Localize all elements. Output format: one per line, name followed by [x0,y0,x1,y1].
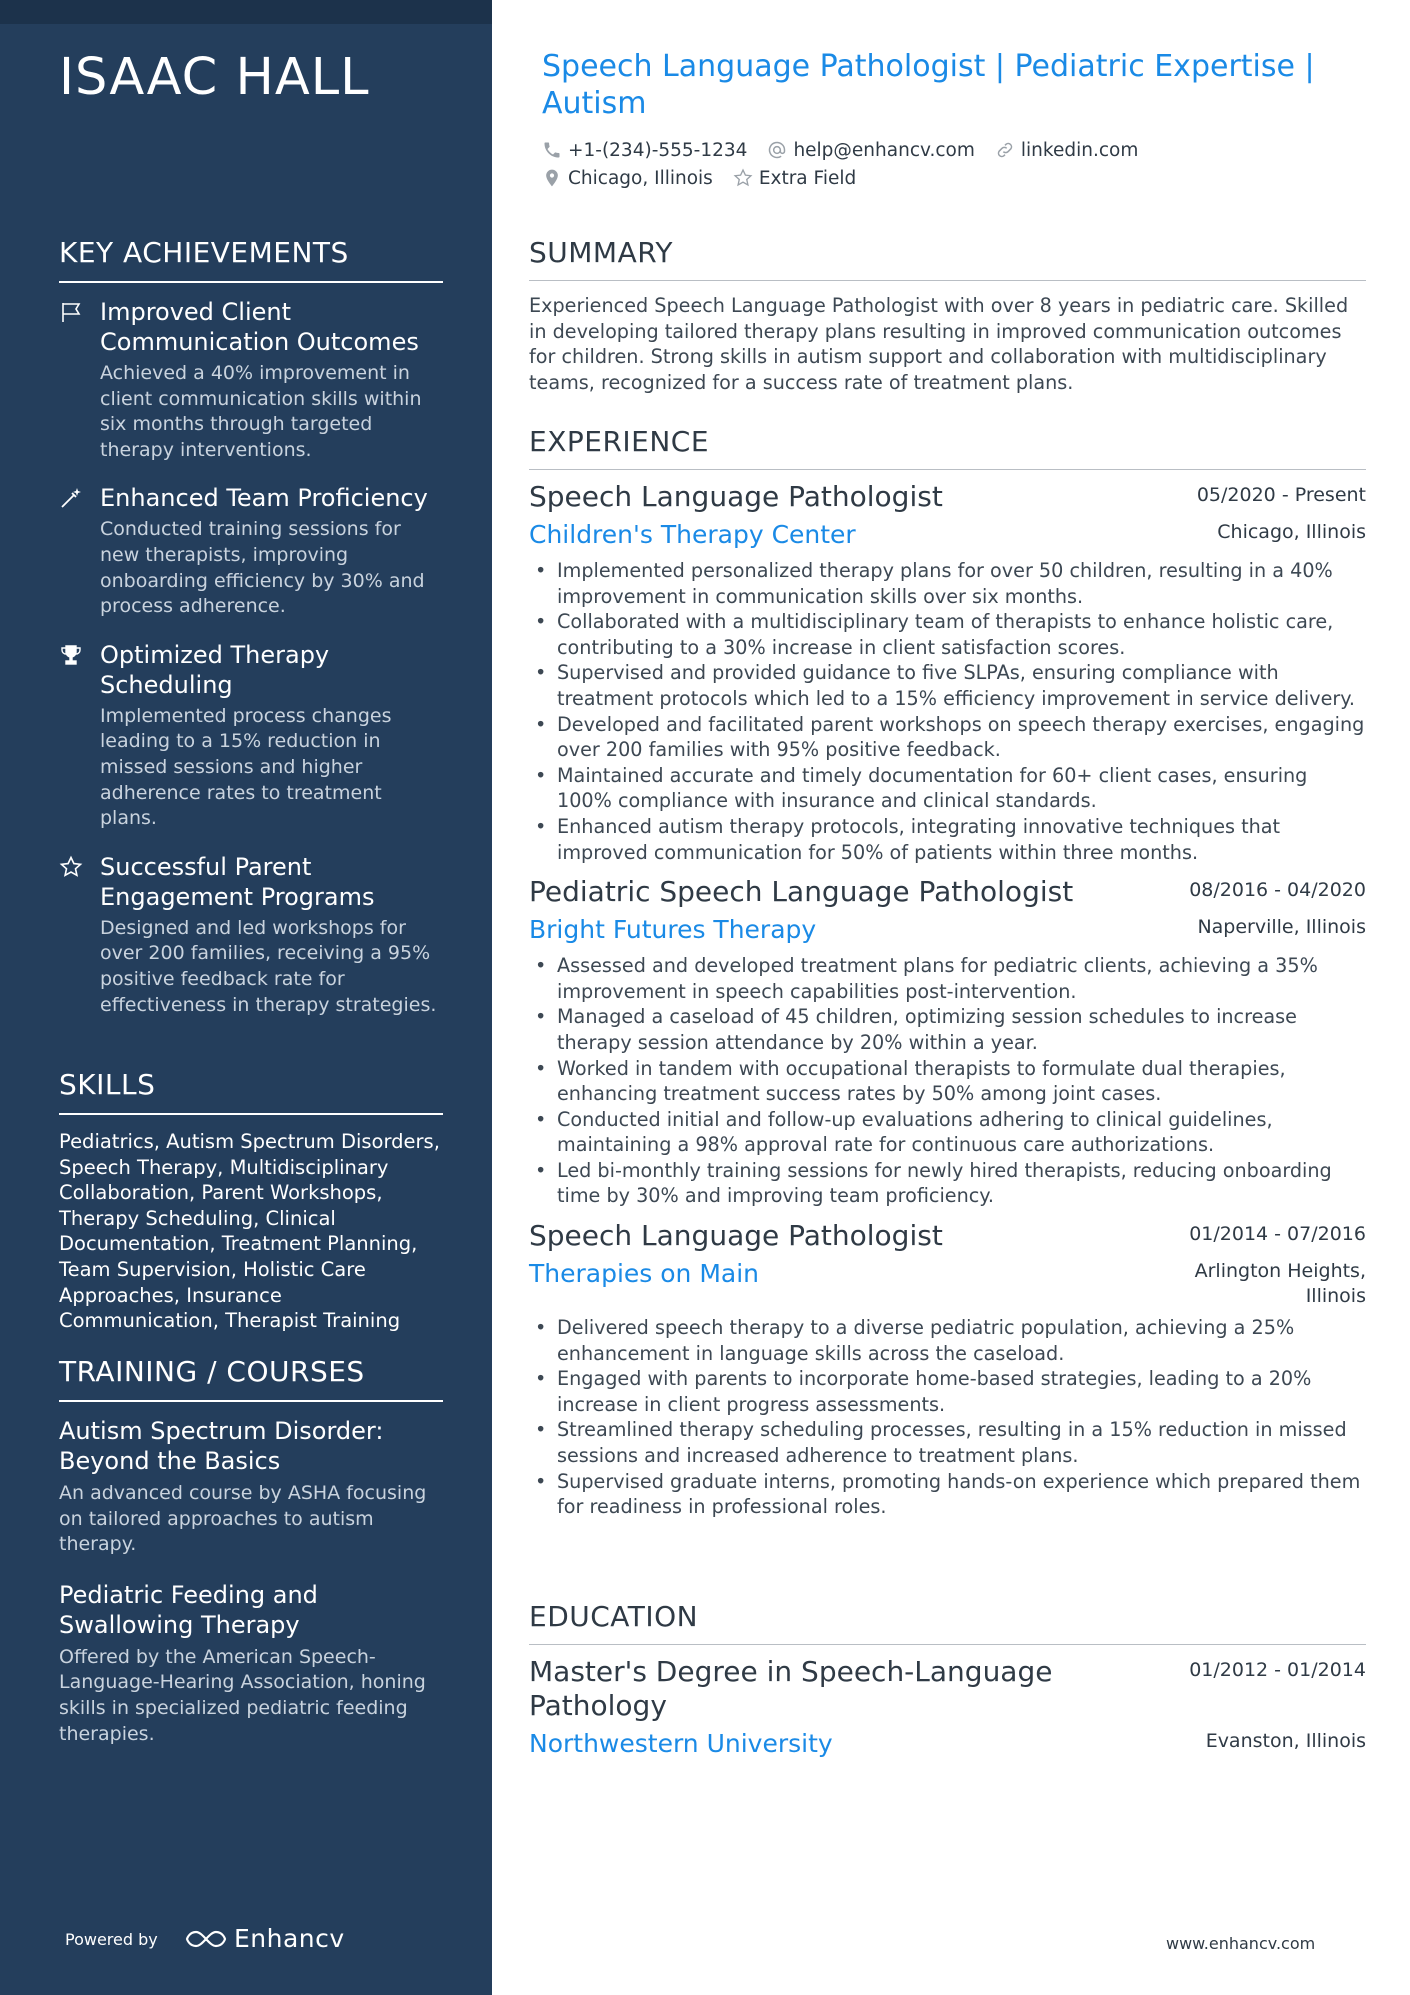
education-header-row [529,1655,1366,1723]
infinity-logo-icon [184,1927,228,1951]
school-name: Northwestern University [529,1729,833,1758]
linkedin-contact[interactable] [995,140,1138,161]
job-bullet: • Led bi-monthly training sessions for newly hired therapists, reducing onboarding time by 30% and improving team proficiency. [529,1158,1366,1209]
education-section [529,1600,1366,1761]
achievement-item [59,297,443,463]
education-dates: 01/2012 - 01/2014 [1189,1659,1366,1681]
job-location: Chicago, Illinois [1217,521,1366,543]
job-bullet: • Maintained accurate and timely documentation for 60+ client cases, ensuring 100% compliance with insurance and clinical standards. [529,763,1366,814]
brand-name: Enhancv [234,1924,345,1953]
skills-heading: SKILLS [59,1068,443,1115]
job-bullet: • Enhanced autism therapy protocols, integrating innovative techniques that improved communication for 50% of patients within three months. [529,814,1366,865]
course-title: Pediatric Feeding and Swallowing Therapy [59,1580,318,1639]
job-header-row [529,480,1366,514]
achievement-item [59,640,443,832]
course-title: Autism Spectrum Disorder: Beyond the Basics [59,1417,384,1475]
key-achievements-section [59,236,443,1038]
summary-heading: SUMMARY [529,236,1366,281]
job-title: Speech Language Pathologist [529,480,943,513]
magic-wand-icon [59,486,83,510]
job-bullet: • Supervised graduate interns, promoting hands-on experience which prepared them for readiness in professional roles. [529,1469,1366,1520]
job-bullet: • Worked in tandem with occupational therapists to formulate dual therapies, enhancing treatment success rates by 50% among joint cases. [529,1056,1366,1107]
job-location: Naperville, Illinois [1197,916,1366,939]
star-outline-icon [733,168,753,188]
education-school-row [529,1723,1366,1761]
job-bullet: • Conducted initial and follow-up evaluations adhering to clinical guidelines, maintaining a 98% approval rate for continuous care authorizations. [529,1107,1366,1158]
skills-section [59,1068,443,1334]
job-company: Children's Therapy Center [529,520,856,549]
job-bullet: • Engaged with parents to incorporate home-based strategies, leading to a 20% increase in client progress assessments. [529,1366,1366,1417]
job-bullets [529,558,1366,865]
key-achievements-heading: KEY ACHIEVEMENTS [59,236,443,283]
location-pin-icon [542,168,562,188]
job-company: Therapies on Main [529,1259,760,1289]
job-dates: 08/2016 - 04/2020 [1189,879,1366,902]
phone-text: +1-(234)-555-1234 [568,139,748,161]
linkedin-text: linkedin.com [1020,139,1139,161]
job-company-row [529,909,1366,947]
experience-entry [529,1219,1366,1520]
location-text: Chicago, Illinois [568,167,713,189]
education-entry [529,1655,1366,1761]
trophy-icon [59,643,83,667]
training-heading: TRAINING / COURSES [59,1355,443,1402]
course-item [59,1580,443,1747]
course-item [59,1416,443,1558]
course-description: Offered by the American Speech-Language-Hearing Association, honing skills in specialized pediatric feeding therapies. [59,1645,426,1745]
job-bullet: • Streamlined therapy scheduling processes, resulting in a 15% reduction in missed sessions and increased adherence to treatment plans. [529,1417,1366,1468]
skills-list: Pediatrics, Autism Spectrum Disorders, Speech Therapy, Multidisciplinary Collaboration, Parent Workshops, Therapy Scheduling, Clinical Documentation, Treatment Planning, Team Supervision, Holistic Care Approaches, Insurance Communication, Therapist Training [59,1130,440,1333]
extra-field-contact [733,168,856,189]
phone-icon [542,140,562,160]
link-icon [995,140,1015,160]
sidebar-top-strip [0,0,492,24]
flag-icon [59,300,83,324]
email-contact[interactable] [767,140,974,161]
job-bullet: • Developed and facilitated parent workshops on speech therapy exercises, engaging over 200 families with 95% positive feedback. [529,712,1366,763]
contact-row [542,136,1342,164]
email-text: help@enhancv.com [793,139,975,161]
summary-section [529,236,1366,395]
job-bullet: • Supervised and provided guidance to five SLPAs, ensuring compliance with treatment protocols which led to a 15% efficiency improvement in service delivery. [529,660,1366,711]
contact-info [542,136,1342,192]
degree-title: Master's Degree in Speech-Language Pathology [529,1655,1053,1722]
experience-section [529,425,1366,1520]
phone-contact[interactable] [542,140,747,161]
job-title: Speech Language Pathologist [529,1219,943,1253]
achievement-title: Successful Parent Engagement Programs [100,852,375,911]
achievement-description: Designed and led workshops for over 200 families, receiving a 95% positive feedback rate for effectiveness in therapy strategies. [100,916,437,1016]
achievement-description: Implemented process changes leading to a 15% reduction in missed sessions and higher adherence rates to treatment plans. [100,704,392,830]
enhancv-logo[interactable] [184,1924,345,1953]
star-icon [59,855,83,879]
education-heading: EDUCATION [529,1600,1366,1645]
training-section [59,1355,443,1769]
job-header-row [529,875,1366,909]
course-description: An advanced course by ASHA focusing on tailored approaches to autism therapy. [59,1482,427,1556]
experience-entry [529,480,1366,865]
job-title: Pediatric Speech Language Pathologist [529,875,1074,909]
summary-text: Experienced Speech Language Pathologist with over 8 years in pediatric care. Skilled in developing tailored therapy plans resulting in improved communication outcomes for children. Strong skills in autism support and collaboration with multidisciplinary teams, recognized for a success rate of treatment plans. [529,294,1349,394]
achievement-title: Optimized Therapy Scheduling [100,640,330,699]
job-dates: 01/2014 - 07/2016 [1189,1223,1366,1246]
job-bullet: • Collaborated with a multidisciplinary team of therapists to enhance holistic care, contributing to a 30% increase in client satisfaction scores. [529,609,1366,660]
achievement-title: Improved Client Communication Outcomes [100,298,419,356]
headline: Speech Language Pathologist | Pediatric Expertise | Autism [542,49,1315,121]
candidate-name: ISAAC HALL [59,48,370,107]
job-bullet: • Implemented personalized therapy plans for over 50 children, resulting in a 40% improvement in communication skills over six months. [529,558,1366,609]
achievement-description: Achieved a 40% improvement in client communication skills within six months through targeted therapy interventions. [100,362,422,461]
job-bullet: • Assessed and developed treatment plans for pediatric clients, achieving a 35% improvement in speech capabilities post-intervention. [529,953,1366,1004]
achievement-title: Enhanced Team Proficiency [100,484,428,513]
job-company-row [529,1253,1366,1309]
school-location: Evanston, Illinois [1205,1730,1366,1752]
job-company: Bright Futures Therapy [529,915,817,945]
achievement-item [59,852,443,1018]
job-bullet: • Managed a caseload of 45 children, optimizing session schedules to increase therapy session attendance by 20% within a year. [529,1004,1366,1055]
job-header-row [529,1219,1366,1253]
job-location: Arlington Heights, Illinois [1194,1260,1366,1308]
powered-by-label: Powered by [65,1930,158,1949]
job-bullet: • Delivered speech therapy to a diverse pediatric population, achieving a 25% enhancement in language skills across the caseload. [529,1315,1366,1366]
achievement-description: Conducted training sessions for new therapists, improving onboarding efficiency by 30% and process adherence. [100,518,425,618]
job-company-row [529,514,1366,552]
extra-field-text: Extra Field [758,167,857,189]
job-bullets [529,953,1366,1209]
at-icon [767,140,787,160]
experience-entry [529,875,1366,1209]
job-bullets [529,1315,1366,1520]
achievement-item [59,483,443,619]
footer-website-link[interactable]: www.enhancv.com [1166,1934,1316,1953]
sidebar [0,0,492,1995]
experience-heading: EXPERIENCE [529,425,1366,470]
job-dates: 05/2020 - Present [1196,484,1366,506]
contact-row [542,164,1342,192]
location-contact [542,168,713,189]
